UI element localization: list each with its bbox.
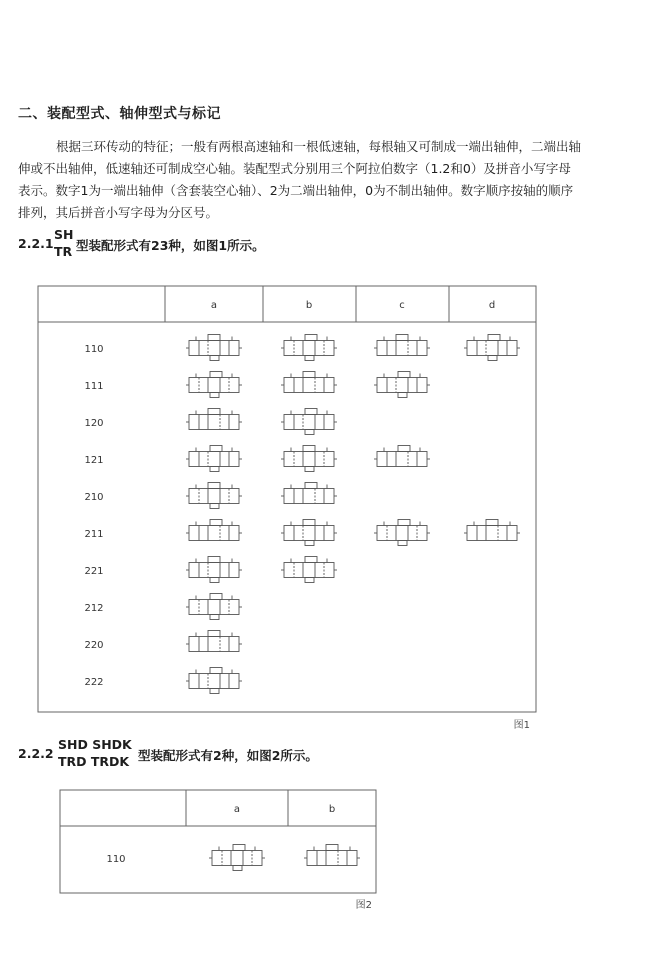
assembly-diagram xyxy=(281,557,337,583)
assembly-diagram xyxy=(281,483,337,504)
row-label: 211 xyxy=(84,529,104,540)
column-header: c xyxy=(399,300,405,311)
assembly-diagram xyxy=(186,668,242,694)
assembly-diagram xyxy=(464,520,520,541)
assembly-diagram xyxy=(374,446,430,467)
row-label: 220 xyxy=(84,640,104,651)
model-bottom: TRD TRDK xyxy=(58,754,130,769)
assembly-diagram xyxy=(186,520,242,541)
subsection-number: 2.2.2 xyxy=(18,746,54,761)
subsection-text: 型装配形式有2种，如图2所示。 xyxy=(138,748,318,763)
assembly-diagram xyxy=(186,594,242,620)
assembly-diagram xyxy=(281,335,337,361)
column-header: b xyxy=(305,300,313,311)
paragraph-line: 排列，其后拼音小写字母为分区号。 xyxy=(18,205,219,220)
assembly-diagram xyxy=(186,409,242,430)
row-label: 212 xyxy=(84,603,104,614)
section-title: 二、装配型式、轴伸型式与标记 xyxy=(18,106,221,122)
assembly-diagram xyxy=(281,372,337,393)
assembly-diagram xyxy=(186,372,242,398)
assembly-diagram xyxy=(281,520,337,546)
column-header: b xyxy=(328,804,336,815)
assembly-diagram xyxy=(186,335,242,361)
assembly-diagram xyxy=(281,446,337,472)
paragraph-line: 根据三环传动的特征；一般有两根高速轴和一根低速轴，每根轴又可制成一端出轴伸，二端出轴 xyxy=(56,139,582,154)
assembly-diagram xyxy=(374,520,430,546)
subsection-text: 型装配形式有23种，如图1所示。 xyxy=(76,238,265,253)
assembly-diagram xyxy=(186,557,242,583)
row-label: 221 xyxy=(84,566,104,577)
column-header: a xyxy=(210,300,218,311)
assembly-diagram xyxy=(186,483,242,509)
subsection-number: 2.2.1 xyxy=(18,236,54,251)
assembly-diagram xyxy=(281,409,337,435)
figure-caption: 图1 xyxy=(513,720,530,731)
model-stack xyxy=(58,736,132,770)
model-top: SH xyxy=(54,227,74,242)
assembly-diagram xyxy=(374,372,430,398)
assembly-diagram xyxy=(464,335,520,361)
model-top: SHD SHDK xyxy=(58,737,132,752)
row-label: 222 xyxy=(84,677,104,688)
row-label: 210 xyxy=(84,492,104,503)
assembly-diagram xyxy=(374,335,430,356)
row-label: 111 xyxy=(84,381,104,392)
column-header: a xyxy=(233,804,241,815)
paragraph-line: 伸或不出轴伸，低速轴还可制成空心轴。装配型式分别用三个阿拉伯数字（1.2和0）及拼音小写字母 xyxy=(18,161,571,176)
row-label: 110 xyxy=(84,344,104,355)
column-header: d xyxy=(488,300,496,311)
paragraph-line: 表示。数字1为一端出轴伸（含套装空心轴）、2为二端出轴伸，0为不制出轴伸。数字顺序按轴的顺序 xyxy=(18,183,574,198)
row-label: 121 xyxy=(84,455,104,466)
row-label: 120 xyxy=(84,418,104,429)
model-bottom: TR xyxy=(54,244,73,259)
subsection-2-2-2 xyxy=(18,736,438,772)
figure-caption: 图2 xyxy=(355,900,372,911)
assembly-diagram xyxy=(186,631,242,652)
assembly-diagram xyxy=(186,446,242,472)
row-label: 110 xyxy=(106,854,126,865)
